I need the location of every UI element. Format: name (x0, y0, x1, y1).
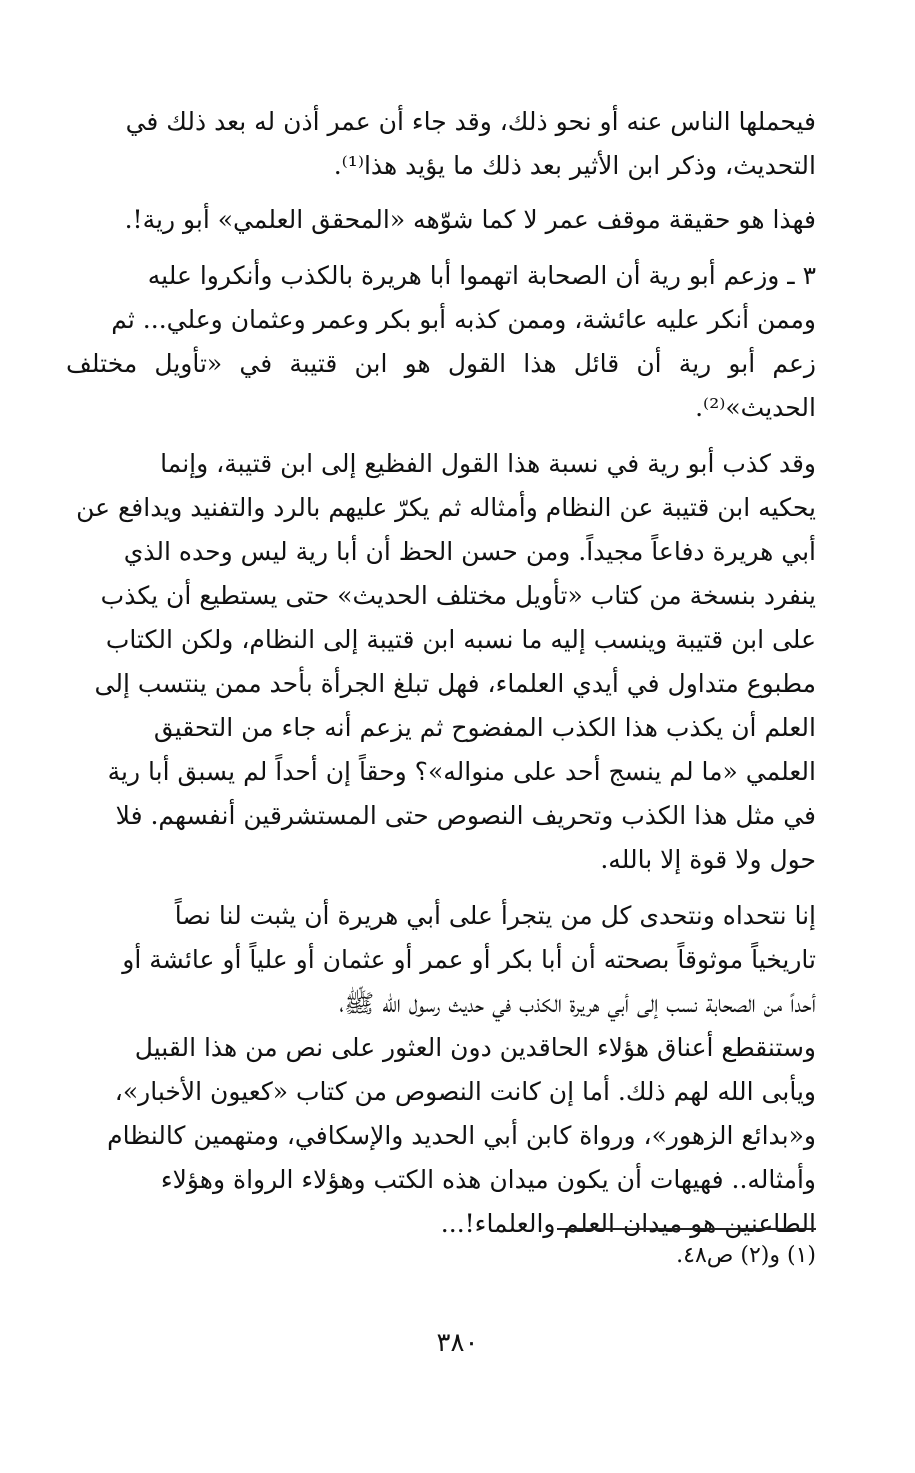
paragraph-2: فهذا هو حقيقة موقف عمر لا كما شوّهه «المحقق العلمي» أبو رية!. (124, 205, 816, 234)
paragraph-3: ٣ ـ وزعم أبو رية أن الصحابة اتهموا أبا هريرة بالكذب وأنكروا عليه وممن أنكر عليه عائشة، وممن كذبه أبو بكر وعمر وعثمان وعلي... ثم زعم أبو رية أن قائل هذا القول هو ابن قتيبة في «تأويل مختلف الحديث»⁽²⁾. (66, 261, 816, 422)
page-number: ٣٨٠ (436, 1328, 479, 1358)
paragraph-1: فيحملها الناس عنه أو نحو ذلك، وقد جاء أن عمر أذن له بعد ذلك في التحديث، وذكر ابن الأثير بعد ذلك ما يؤيد هذا⁽¹⁾. (125, 107, 816, 180)
footnote-divider (557, 1228, 816, 1230)
main-text (66, 100, 816, 1246)
footnote: (١) و(٢) ص٤٨. (676, 1243, 816, 1268)
paragraph-4: وقد كذب أبو رية في نسبة هذا القول الفظيع إلى ابن قتيبة، وإنما يحكيه ابن قتيبة عن النظام وأمثاله ثم يكرّ عليهم بالرد والتفنيد ويدافع عن أبي هريرة دفاعاً مجيداً. ومن حسن الحظ أن أبا رية ليس وحده الذي ينفرد بنسخة من كتاب «تأويل مختلف الحديث» حتى يستطيع أن يكذب على ابن قتيبة وينسب إليه ما نسبه ابن قتيبة إلى النظام، ولكن الكتاب مطبوع متداول في أيدي العلماء، فهل تبلغ الجرأة بأحد ممن ينتسب إلى العلم أن يكذب هذا الكذب المفضوح ثم يزعم أنه جاء من التحقيق العلمي «ما لم ينسج أحد على منواله»؟ وحقاً إن أحداً لم يسبق أبا رية في مثل هذا الكذب وتحريف النصوص حتى المستشرقين أنفسهم. فلا حول ولا قوة إلا بالله. (76, 449, 816, 874)
paragraph-5: إنا نتحداه ونتحدى كل من يتجرأ على أبي هريرة أن يثبت لنا نصاً تاريخياً موثوقاً بصحته أن أبا بكر أو عمر أو عثمان أو علياً أو عائشة أو أحداً من الصحابة نسب إلى أبي هريرة الكذب في حديث رسول الله ﷺ، وستنقطع أعناق هؤلاء الحاقدين دون العثور على نص من هذا القبيل ويأبى الله لهم ذلك. أما إن كانت النصوص من كتاب «كعيون الأخبار»، و«بدائع الزهور»، ورواة كابن أبي الحديد والإسكافي، ومتهمين كالنظام وأمثاله.. فهيهات أن يكون ميدان هذه الكتب وهؤلاء الرواة وهؤلاء الطاعنين هو ميدان العلم والعلماء!... (107, 901, 816, 1238)
